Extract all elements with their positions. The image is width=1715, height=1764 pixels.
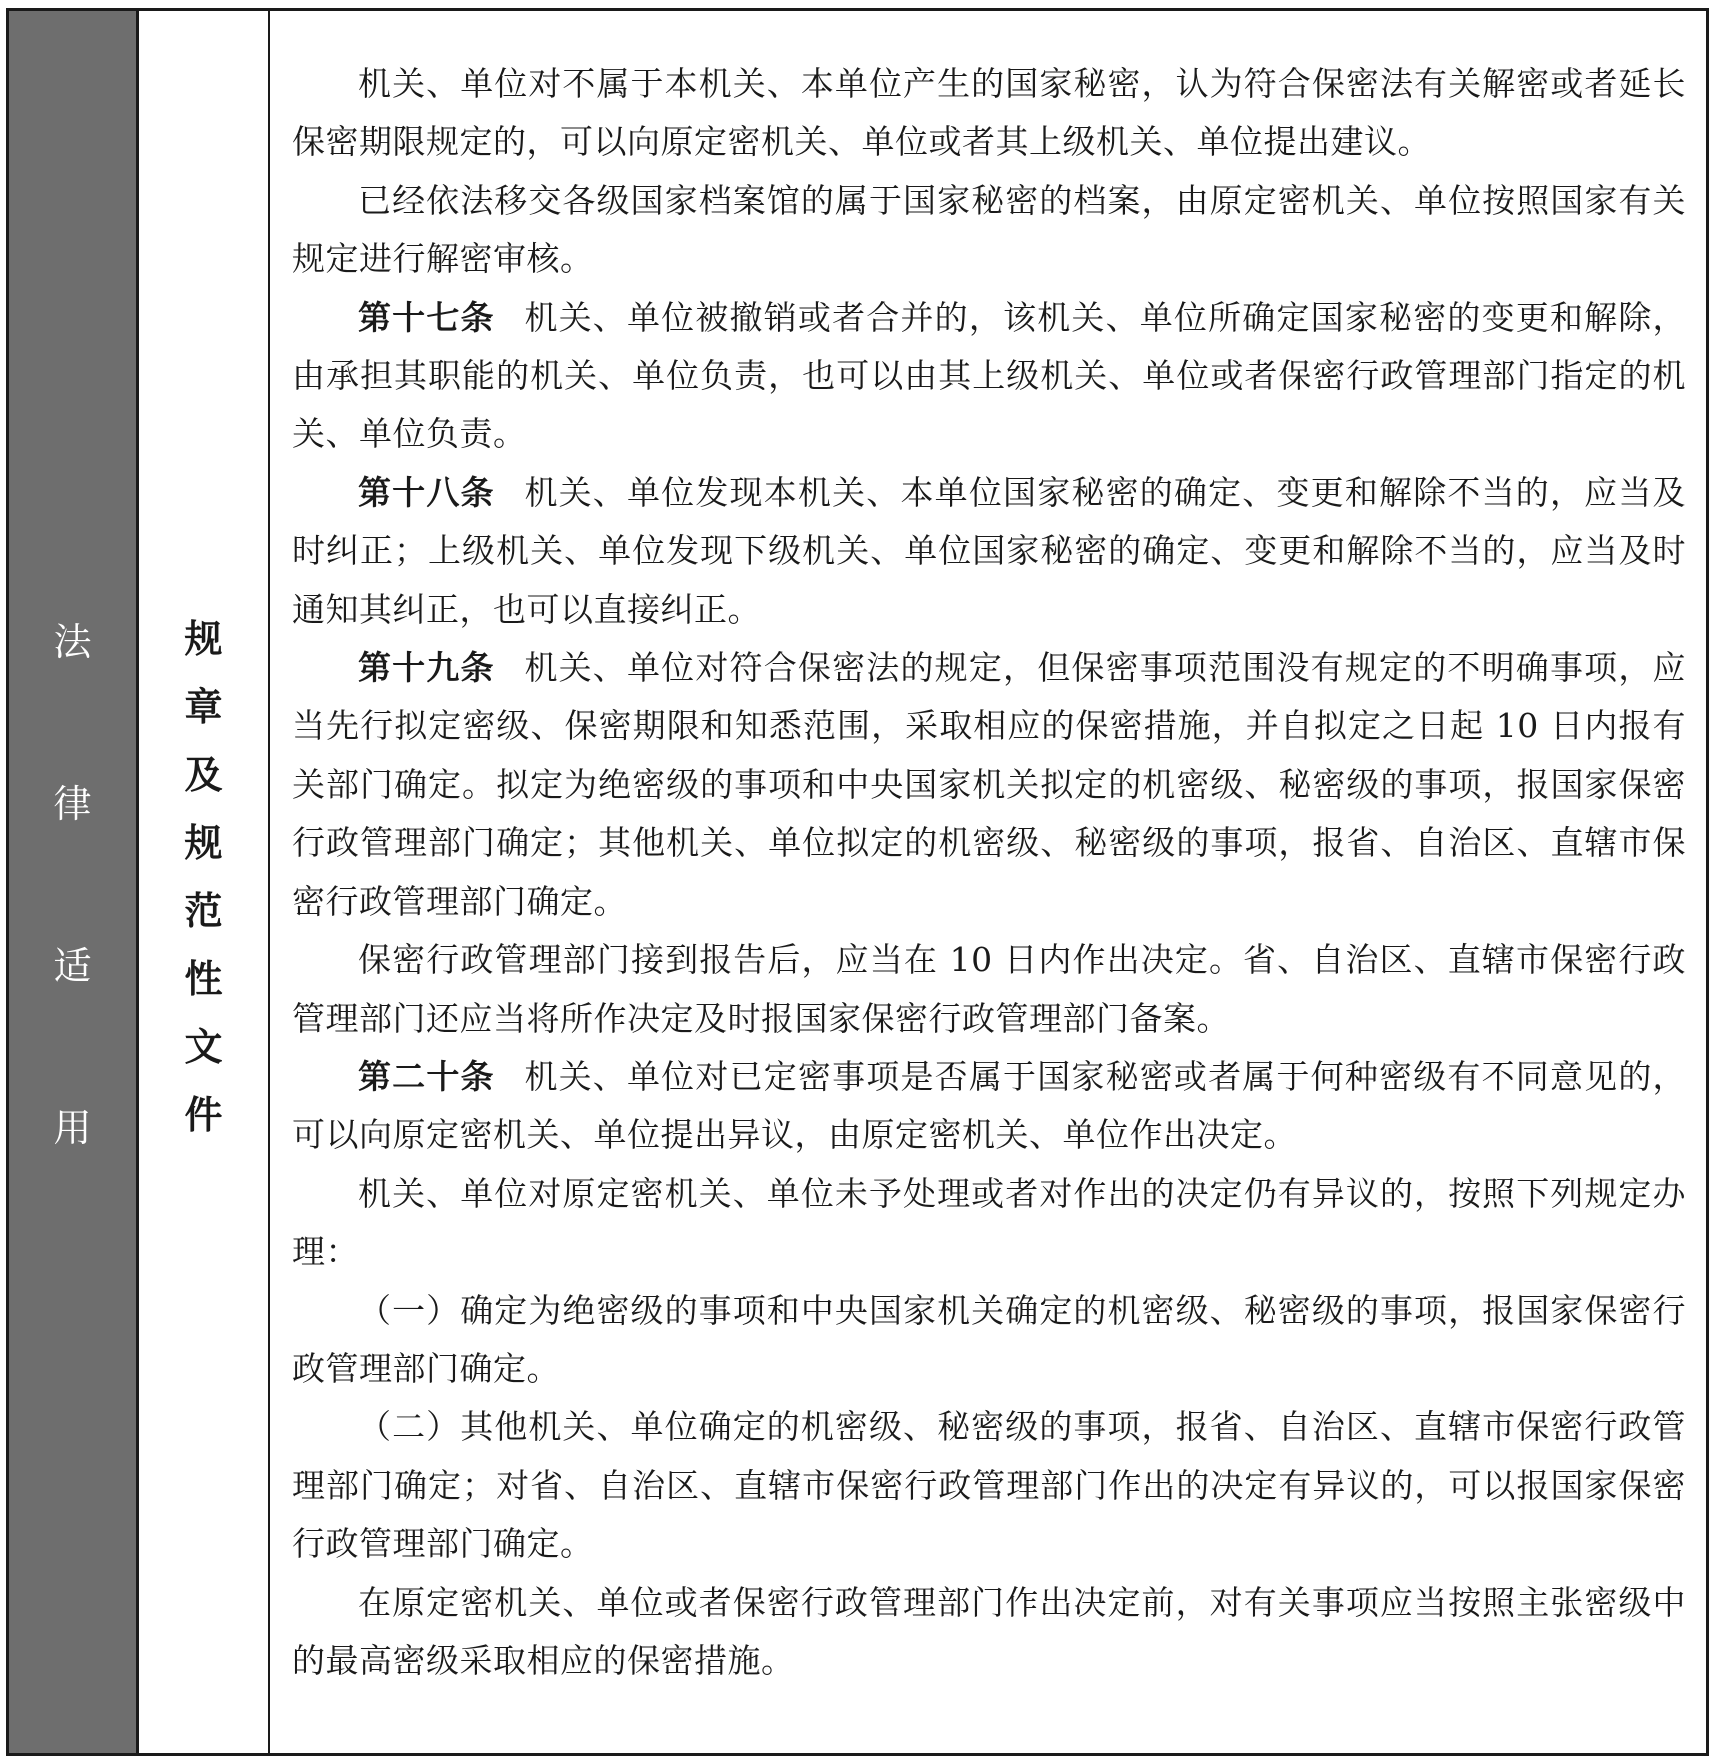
paragraph (292, 55, 1686, 172)
paragraph-text: （二）其他机关、单位确定的机密级、秘密级的事项，报省、自治区、直辖市保密行政管理部门确定；对省、自治区、直辖市保密行政管理部门作出的决定有异议的，可以报国家保密行政管理部门确定。 (292, 1407, 1686, 1564)
regulations-label: 规章及规范性文件 (184, 617, 223, 1137)
paragraph-text: 机关、单位被撤销或者合并的，该机关、单位所确定国家秘密的变更和解除，由承担其职能的机关、单位负责，也可以由其上级机关、单位或者保密行政管理部门指定的机关、单位负责。 (292, 297, 1687, 454)
paragraph (292, 1574, 1686, 1691)
document-table (6, 8, 1709, 1756)
law-application-label: 法律适用 (53, 620, 92, 1150)
paragraph-text: 机关、单位对不属于本机关、本单位产生的国家秘密，认为符合保密法有关解密或者延长保密期限规定的，可以向原定密机关、单位或者其上级机关、单位提出建议。 (292, 64, 1686, 162)
article-number: 第十七条 (358, 297, 495, 337)
paragraph (292, 172, 1686, 289)
paragraph-text: 已经依法移交各级国家档案馆的属于国家秘密的档案，由原定密机关、单位按照国家有关规定进行解密审核。 (292, 180, 1686, 279)
paragraph-text: 机关、单位对已定密事项是否属于国家秘密或者属于何种密级有不同意见的，可以向原定密机关、单位提出异议，由原定密机关、单位作出决定。 (292, 1056, 1687, 1155)
paragraph (292, 639, 1686, 931)
paragraph-text: 机关、单位对原定密机关、单位未予处理或者对作出的决定仍有异议的，按照下列规定办理： (292, 1173, 1686, 1272)
article-number: 第十八条 (358, 472, 495, 512)
paragraph (292, 289, 1686, 464)
article-number: 第十九条 (358, 648, 495, 688)
paragraph (292, 1398, 1686, 1573)
paragraph (292, 931, 1686, 1048)
paragraph-text: 在原定密机关、单位或者保密行政管理部门作出决定前，对有关事项应当按照主张密级中的最高密级采取相应的保密措施。 (292, 1582, 1686, 1680)
paragraph (292, 464, 1686, 639)
document-body (270, 11, 1706, 1753)
paragraph-text: 保密行政管理部门接到报告后，应当在 10 日内作出决定。省、自治区、直辖市保密行政管理部门还应当将所作决定及时报国家保密行政管理部门备案。 (292, 940, 1686, 1038)
paragraph (292, 1165, 1686, 1282)
paragraph (292, 1282, 1686, 1399)
paragraph (292, 1048, 1686, 1165)
regulations-column (139, 11, 270, 1753)
article-number: 第二十条 (358, 1056, 495, 1096)
law-application-column (9, 11, 139, 1753)
paragraph-text: 机关、单位发现本机关、本单位国家秘密的确定、变更和解除不当的，应当及时纠正；上级机关、单位发现下级机关、单位国家秘密的确定、变更和解除不当的，应当及时通知其纠正，也可以直接纠正。 (292, 472, 1687, 629)
paragraph-text: （一）确定为绝密级的事项和中央国家机关确定的机密级、秘密级的事项，报国家保密行政管理部门确定。 (292, 1290, 1686, 1388)
paragraph-text: 机关、单位对符合保密法的规定，但保密事项范围没有规定的不明确事项，应当先行拟定密级、保密期限和知悉范围，采取相应的保密措施，并自拟定之日起 10 日内报有关部门确定。拟定为绝密级的事项和中央国家机关拟定的机密级、秘密级的事项，报国家保密行政管理部门确定；其他机关、单位拟定的机密级、秘密级的事项，报省、自治区、直辖市保密行政管理部门确定。 (292, 648, 1687, 921)
